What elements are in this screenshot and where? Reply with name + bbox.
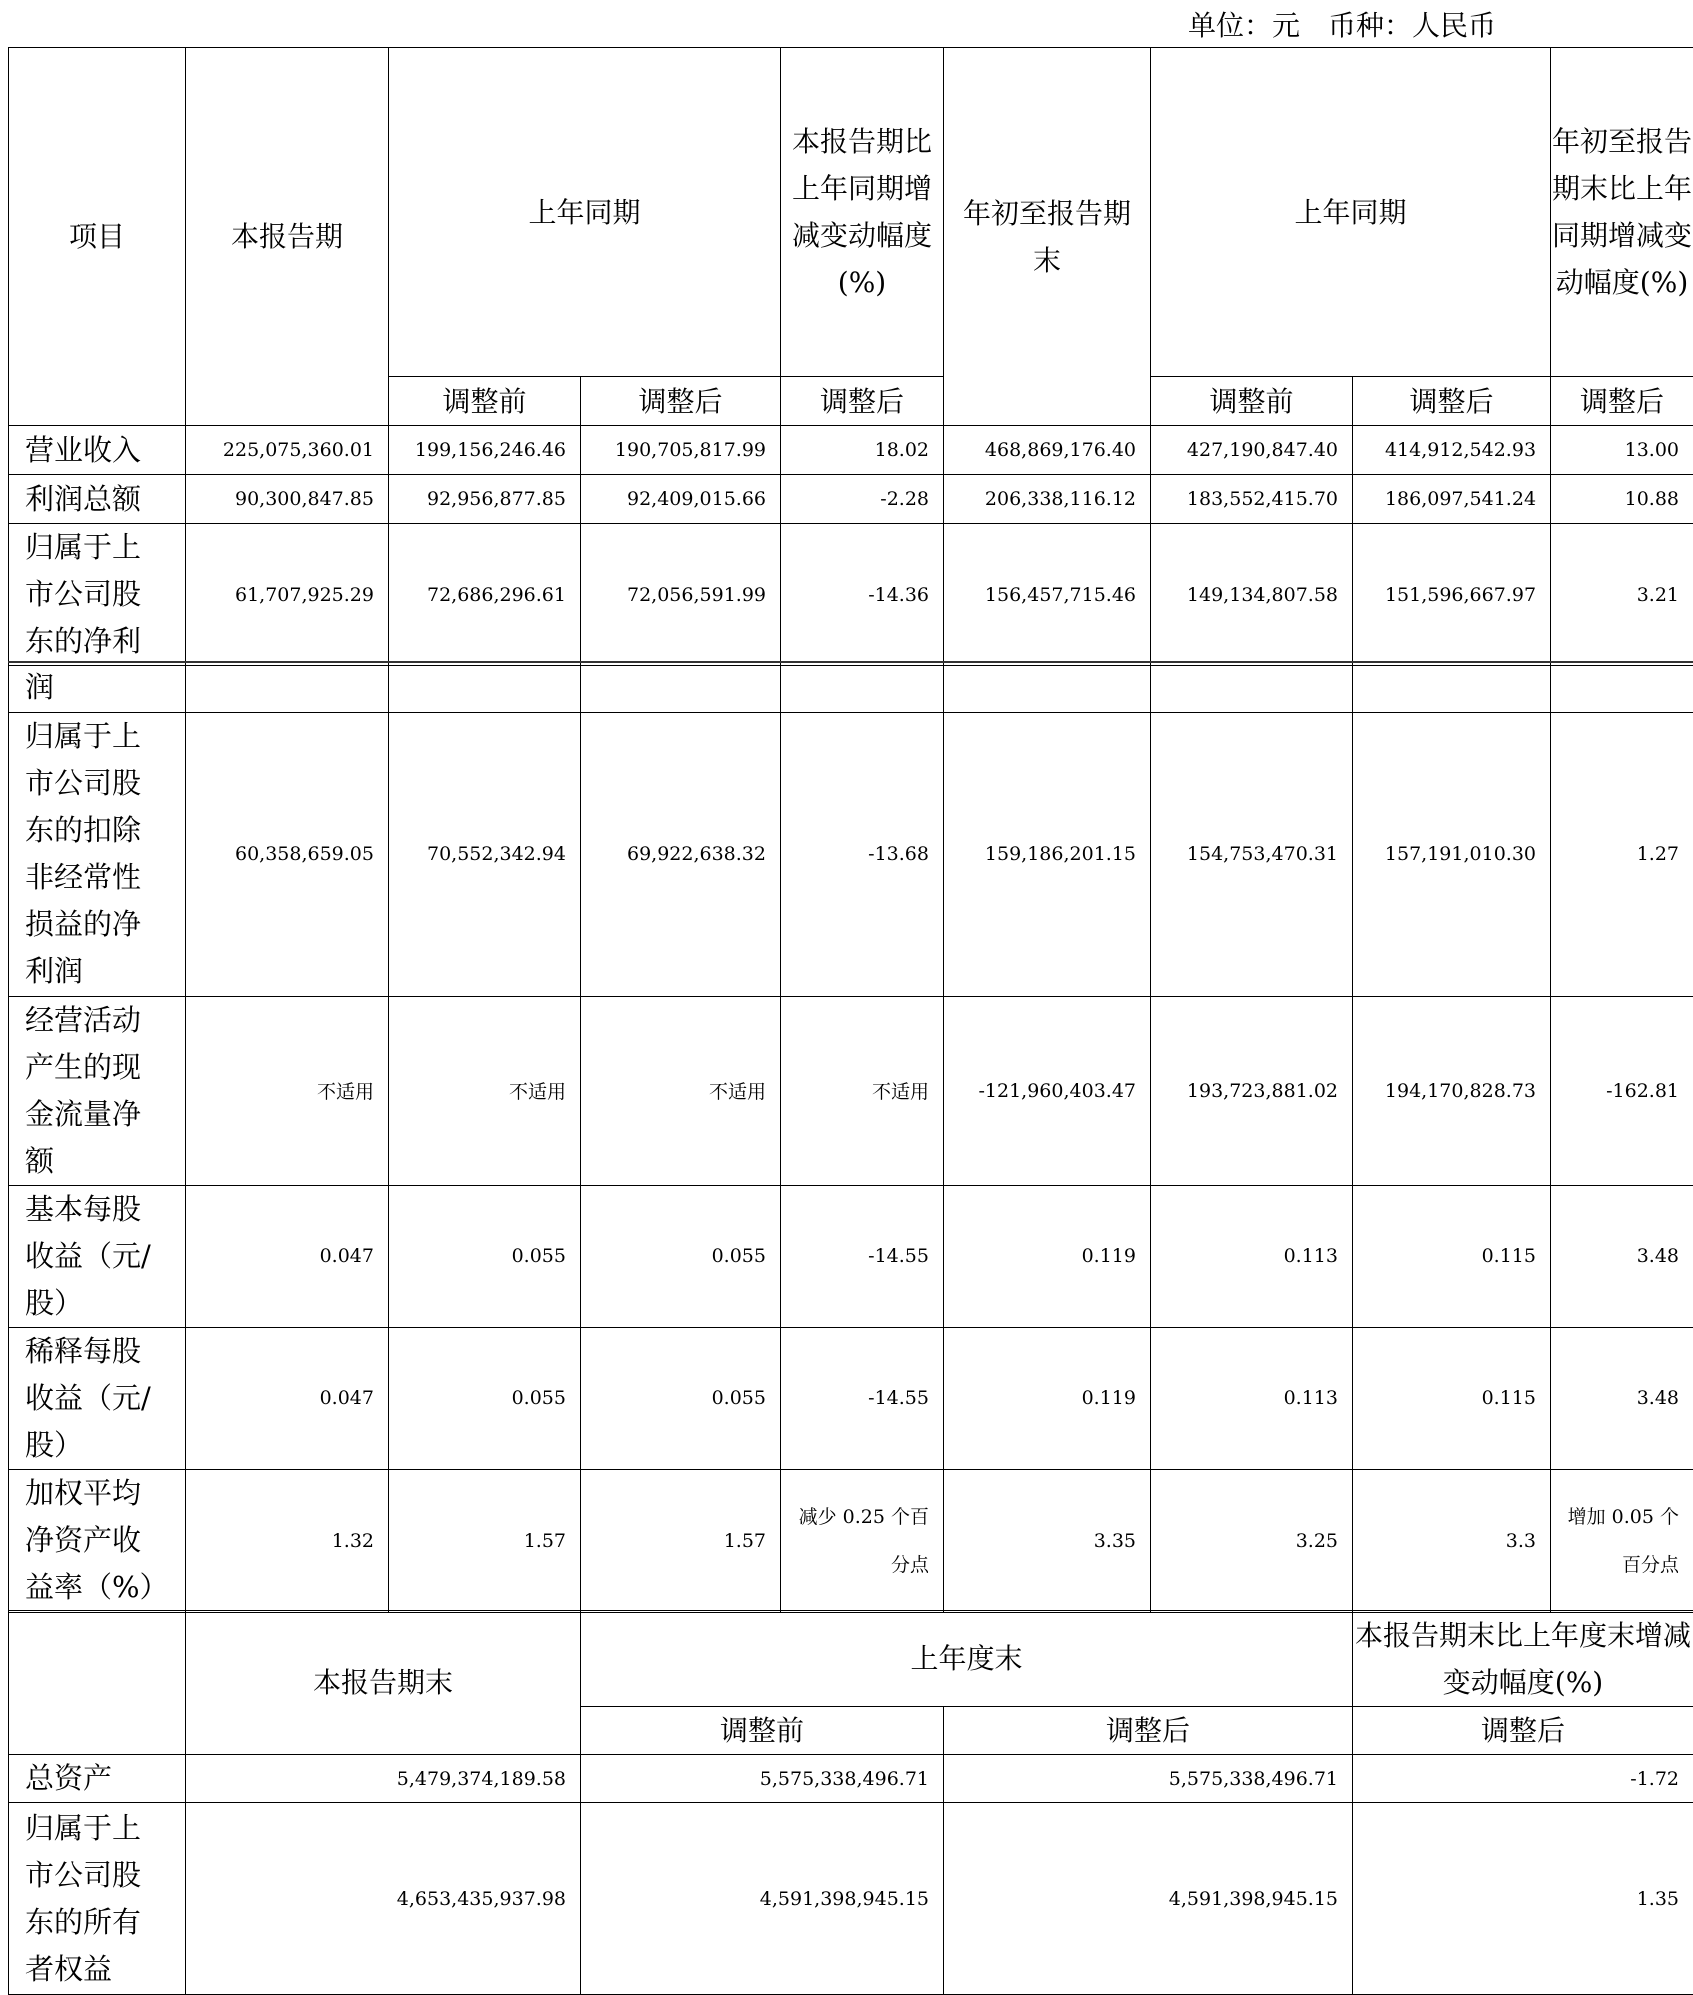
row-label: 营业收入 — [9, 426, 186, 475]
row-label: 加权平均净资产收益率（%） — [9, 1469, 186, 1612]
cell-ytd-change: 13.00 — [1551, 426, 1693, 475]
header-ytd-after-adj: 调整后 — [1353, 377, 1551, 426]
cell-prev-before — [389, 662, 581, 712]
cell-prev-after — [581, 662, 781, 712]
cell-prev-after: 190,705,817.99 — [581, 426, 781, 475]
cell-ytd-prev-after: 0.115 — [1353, 1327, 1551, 1469]
cell-ytd-prev-before: 193,723,881.02 — [1151, 996, 1353, 1185]
cell-ytd-prev-before — [1151, 662, 1353, 712]
cell-change: -14.55 — [781, 1327, 944, 1469]
table-row — [9, 524, 1693, 666]
cell-ytd-prev-before: 183,552,415.70 — [1151, 475, 1353, 524]
cell-ytd-prev-after: 414,912,542.93 — [1353, 426, 1551, 475]
cell-after-adj: 4,591,398,945.15 — [944, 1803, 1353, 1995]
cell-period-end: 5,479,374,189.58 — [186, 1755, 581, 1803]
row-label: 润 — [9, 662, 186, 712]
cell-before-adj: 5,575,338,496.71 — [581, 1755, 944, 1803]
row-label: 归属于上市公司股东的净利 — [9, 524, 186, 666]
cell-change: -14.36 — [781, 524, 944, 666]
cell-change: 不适用 — [781, 996, 944, 1185]
cell-change: 18.02 — [781, 426, 944, 475]
cell-current: 225,075,360.01 — [186, 426, 389, 475]
cell-ytd: 468,869,176.40 — [944, 426, 1151, 475]
cell-current: 60,358,659.05 — [186, 712, 389, 996]
balance-header-period-end: 本报告期末 — [186, 1611, 581, 1755]
header-prior-year-same-period: 上年同期 — [389, 48, 781, 377]
header-prior-year-same-period-2: 上年同期 — [1151, 48, 1551, 377]
balance-header-empty — [9, 1611, 186, 1755]
cell-ytd-prev-before: 0.113 — [1151, 1327, 1353, 1469]
cell-change: -2.28 — [781, 475, 944, 524]
balance-table — [8, 1610, 1693, 1995]
cell-change: -1.72 — [1353, 1755, 1693, 1803]
cell-prev-before: 0.055 — [389, 1327, 581, 1469]
cell-ytd-change: -162.81 — [1551, 996, 1693, 1185]
cell-ytd-prev-after — [1353, 662, 1551, 712]
cell-prev-before: 70,552,342.94 — [389, 712, 581, 996]
table-row — [9, 475, 1693, 524]
balance-header-change-after-adj: 调整后 — [1353, 1707, 1693, 1755]
cell-prev-after: 92,409,015.66 — [581, 475, 781, 524]
cell-ytd-prev-after: 194,170,828.73 — [1353, 996, 1551, 1185]
cell-ytd-change: 1.27 — [1551, 712, 1693, 996]
cell-change: 1.35 — [1353, 1803, 1693, 1995]
table-row — [9, 426, 1693, 475]
row-label: 经营活动产生的现金流量净额 — [9, 996, 186, 1185]
header-after-adj: 调整后 — [581, 377, 781, 426]
cell-ytd-prev-after: 3.3 — [1353, 1469, 1551, 1612]
table-row — [9, 1327, 1693, 1469]
header-ytd-before-adj: 调整前 — [1151, 377, 1353, 426]
row-label: 稀释每股收益（元/股） — [9, 1327, 186, 1469]
balance-header-change: 本报告期末比上年度末增减变动幅度(%) — [1353, 1611, 1693, 1707]
cell-ytd-prev-after: 186,097,541.24 — [1353, 475, 1551, 524]
unit-currency-note: 单位：元 币种：人民币 — [1188, 4, 1496, 44]
cell-change: -13.68 — [781, 712, 944, 996]
table-row — [9, 996, 1693, 1185]
cell-current: 90,300,847.85 — [186, 475, 389, 524]
cell-ytd-prev-before: 427,190,847.40 — [1151, 426, 1353, 475]
balance-header-prior-year-end: 上年度末 — [581, 1611, 1353, 1707]
cell-change — [781, 662, 944, 712]
cell-ytd-prev-before: 3.25 — [1151, 1469, 1353, 1612]
table-row — [9, 1469, 1693, 1612]
cell-ytd-prev-after: 157,191,010.30 — [1353, 712, 1551, 996]
header-change-ytd: 年初至报告期末比上年同期增减变动幅度(%) — [1551, 48, 1693, 377]
header-item: 项目 — [9, 48, 186, 426]
cell-ytd-prev-after: 0.115 — [1353, 1185, 1551, 1327]
header-before-adj: 调整前 — [389, 377, 581, 426]
cell-prev-before: 199,156,246.46 — [389, 426, 581, 475]
cell-ytd: 159,186,201.15 — [944, 712, 1151, 996]
cell-prev-before: 92,956,877.85 — [389, 475, 581, 524]
financial-table-part2 — [8, 661, 1693, 1613]
table-row — [9, 1755, 1693, 1803]
cell-current: 0.047 — [186, 1185, 389, 1327]
header-change-after-adj: 调整后 — [781, 377, 944, 426]
cell-ytd: 0.119 — [944, 1327, 1151, 1469]
row-label: 总资产 — [9, 1755, 186, 1803]
cell-prev-after: 0.055 — [581, 1185, 781, 1327]
table-row — [9, 662, 1693, 712]
cell-prev-after: 不适用 — [581, 996, 781, 1185]
cell-current: 0.047 — [186, 1327, 389, 1469]
cell-ytd-change: 3.21 — [1551, 524, 1693, 666]
cell-ytd-prev-before: 0.113 — [1151, 1185, 1353, 1327]
cell-prev-after: 72,056,591.99 — [581, 524, 781, 666]
cell-after-adj: 5,575,338,496.71 — [944, 1755, 1353, 1803]
cell-current: 1.32 — [186, 1469, 389, 1612]
cell-prev-before: 不适用 — [389, 996, 581, 1185]
cell-change: 减少 0.25 个百分点 — [781, 1469, 944, 1612]
row-label: 归属于上市公司股东的所有者权益 — [9, 1803, 186, 1995]
header-current-period: 本报告期 — [186, 48, 389, 426]
cell-ytd-prev-before: 149,134,807.58 — [1151, 524, 1353, 666]
table-row — [9, 1803, 1693, 1995]
row-label: 基本每股收益（元/股） — [9, 1185, 186, 1327]
cell-current — [186, 662, 389, 712]
financial-table-part1 — [8, 47, 1693, 666]
balance-header-before-adj: 调整前 — [581, 1707, 944, 1755]
header-ytd: 年初至报告期末 — [944, 48, 1151, 426]
cell-ytd: -121,960,403.47 — [944, 996, 1151, 1185]
cell-ytd — [944, 662, 1151, 712]
cell-ytd: 206,338,116.12 — [944, 475, 1151, 524]
row-label: 利润总额 — [9, 475, 186, 524]
cell-current: 不适用 — [186, 996, 389, 1185]
cell-ytd-prev-before: 154,753,470.31 — [1151, 712, 1353, 996]
cell-ytd-change — [1551, 662, 1693, 712]
table-row — [9, 1185, 1693, 1327]
cell-ytd-change: 3.48 — [1551, 1185, 1693, 1327]
cell-ytd-change: 3.48 — [1551, 1327, 1693, 1469]
cell-prev-after: 1.57 — [581, 1469, 781, 1612]
cell-before-adj: 4,591,398,945.15 — [581, 1803, 944, 1995]
cell-ytd: 156,457,715.46 — [944, 524, 1151, 666]
cell-prev-before: 72,686,296.61 — [389, 524, 581, 666]
cell-prev-before: 1.57 — [389, 1469, 581, 1612]
cell-prev-before: 0.055 — [389, 1185, 581, 1327]
cell-current: 61,707,925.29 — [186, 524, 389, 666]
cell-ytd: 3.35 — [944, 1469, 1151, 1612]
cell-change: -14.55 — [781, 1185, 944, 1327]
table-row — [9, 712, 1693, 996]
header-ytd-change-after-adj: 调整后 — [1551, 377, 1693, 426]
cell-ytd-prev-after: 151,596,667.97 — [1353, 524, 1551, 666]
cell-ytd-change: 增加 0.05 个百分点 — [1551, 1469, 1693, 1612]
row-label: 归属于上市公司股东的扣除非经常性损益的净利润 — [9, 712, 186, 996]
cell-ytd: 0.119 — [944, 1185, 1151, 1327]
cell-ytd-change: 10.88 — [1551, 475, 1693, 524]
balance-header-after-adj: 调整后 — [944, 1707, 1353, 1755]
header-change-current: 本报告期比上年同期增减变动幅度(%) — [781, 48, 944, 377]
cell-period-end: 4,653,435,937.98 — [186, 1803, 581, 1995]
cell-prev-after: 69,922,638.32 — [581, 712, 781, 996]
cell-prev-after: 0.055 — [581, 1327, 781, 1469]
